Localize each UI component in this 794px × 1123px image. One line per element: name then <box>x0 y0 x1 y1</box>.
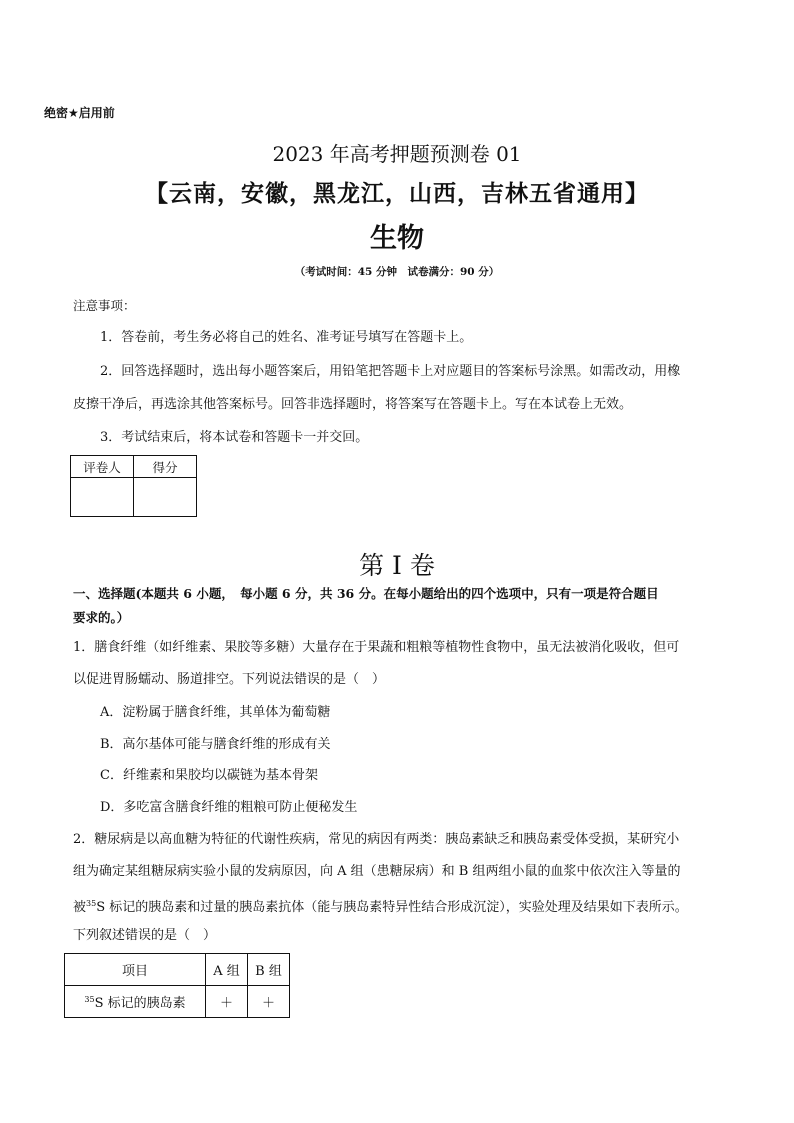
confidential-label: 绝密★启用前 <box>44 106 115 120</box>
grader-header: 评卷人 <box>71 456 134 478</box>
table-header-group-a: A 组 <box>206 954 248 986</box>
table-row <box>65 986 290 1018</box>
q1-option-c: C．纤维素和果胶均以碳链为基本骨架 <box>100 768 318 783</box>
q2-stem-line1: 2．糖尿病是以高血糖为特征的代谢性疾病，常见的病因有两类：胰岛素缺乏和胰岛素受体受损，某研究小 <box>73 832 680 847</box>
table-header-group-b: B 组 <box>248 954 290 986</box>
table-cell-label: $^{35}$S 标记的胰岛素 <box>65 986 206 1018</box>
score-header: 得分 <box>134 456 197 478</box>
q2-data-table <box>64 953 290 1018</box>
notice-item-3: 3．考试结束后，将本试卷和答题卡一并交回。 <box>100 430 369 445</box>
q1-option-b: B．高尔基体可能与膳食纤维的形成有关 <box>100 737 331 752</box>
q1-stem-line2: 以促进胃肠蠕动、肠道排空。下列说法错误的是（ ） <box>73 672 386 687</box>
q2-line3-text: S 标记的胰岛素和过量的胰岛素抗体（能与胰岛素特异性结合形成沉淀），实验处理及结果如下表所示。 <box>96 900 688 915</box>
notice-item-1: 1．答卷前，考生务必将自己的姓名、准考证号填写在答题卡上。 <box>100 330 473 345</box>
section-instruction-line1: 一、选择题(本题共 6 小题， 每小题 6 分，共 36 分。在每小题给出的四个选项中，只有一项是符合题目 <box>73 586 659 601</box>
notice-title: 注意事项： <box>73 298 136 313</box>
table-cell-b: ＋ <box>248 986 290 1018</box>
score-table <box>70 455 197 517</box>
exam-title: 2023 年高考押题预测卷 01 <box>272 142 522 166</box>
table-row <box>65 954 290 986</box>
q2-line3-prefix: 被 <box>73 900 87 915</box>
q1-option-a: A．淀粉属于膳食纤维，其单体为葡萄糖 <box>100 705 331 720</box>
q1-option-d: D．多吃富含膳食纤维的粗粮可防止便秘发生 <box>100 800 358 815</box>
q2-stem-line3 <box>73 894 688 918</box>
score-cell <box>134 478 197 517</box>
q2-stem-line2: 组为确定某组糖尿病实验小鼠的发病原因，向 A 组（患糖尿病）和 B 组两组小鼠的血浆中依次注入等量的 <box>73 864 681 879</box>
isotope-superscript: 35 <box>86 899 97 908</box>
section-title: 第 I 卷 <box>359 551 435 580</box>
isotope-superscript: 35 <box>84 995 95 1004</box>
exam-provinces: 【云南，安徽，黑龙江，山西，吉林五省通用】 <box>145 181 649 207</box>
q1-stem-line1: 1．膳食纤维（如纤维素、果胶等多糖）大量存在于果蔬和粗粮等植物性食物中，虽无法被消化吸收，但可 <box>73 640 680 655</box>
notice-item-2-line1: 2．回答选择题时，选出每小题答案后，用铅笔把答题卡上对应题目的答案标号涂黑。如需改动，用橡 <box>100 364 681 379</box>
subject-title: 生物 <box>370 223 424 254</box>
grader-cell <box>71 478 134 517</box>
q2-stem-line4: 下列叙述错误的是（ ） <box>73 928 217 943</box>
section-instruction-line2: 要求的。） <box>73 610 130 625</box>
notice-item-2-line2: 皮擦干净后，再选涂其他答案标号。回答非选择题时，将答案写在答题卡上。写在本试卷上无效。 <box>73 397 633 412</box>
table-header-item: 项目 <box>65 954 206 986</box>
exam-time-info: （考试时间：45 分钟 试卷满分：90 分） <box>294 266 500 278</box>
table-cell-a: ＋ <box>206 986 248 1018</box>
